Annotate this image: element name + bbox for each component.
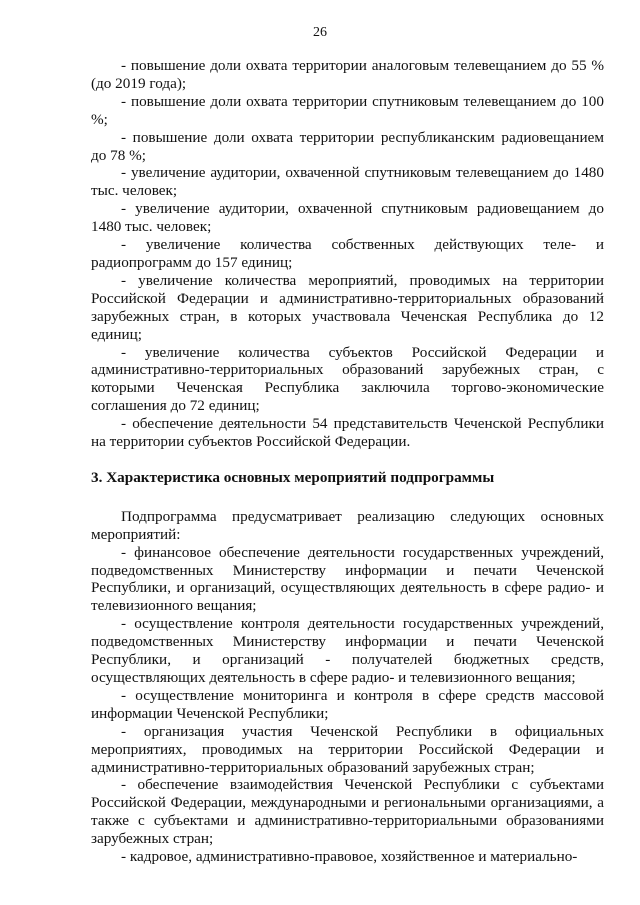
list-item: - увеличение аудитории, охваченной спутниковым радиовещанием до 1480 тыс. человек; [91,200,604,236]
section-heading: 3. Характеристика основных мероприятий подпрограммы [91,468,495,486]
list-item: - осуществление мониторинга и контроля в сфере средств массовой информации Чеченской Республики; [91,686,604,722]
section-intro: Подпрограмма предусматривает реализацию следующих основных мероприятий: [91,507,604,543]
list-item: - увеличение количества субъектов Российской Федерации и административно-территориальных образований зарубежных стран, с которыми Чеченская Республика заключила торгово-экономические соглашения до 72 единиц; [91,343,604,415]
list-item: - организация участия Чеченской Республики в официальных мероприятиях, проводимых на территории Российской Федерации и административно-территориальных образований зарубежных стран; [91,722,604,776]
list-item: - увеличение аудитории, охваченной спутниковым телевещанием до 1480 тыс. человек; [91,164,604,200]
list-item: - повышение доли охвата территории аналоговым телевещанием до 55 % (до 2019 года); [91,57,604,92]
page-number: 26 [313,25,327,40]
list-item: - обеспечение деятельности 54 представительств Чеченской Республики на территории субъектов Российской Федерации. [91,415,604,451]
list-item: - повышение доли охвата территории республиканским радиовещанием до 78 %; [91,128,604,164]
document-body [91,57,604,866]
list-item: - обеспечение взаимодействия Чеченской Республики с субъектами Российской Федерации, международными и региональными организациями, а также с субъектами и административно-территориальными образованиями зарубежных стран; [91,776,604,848]
list-item: - кадровое, административно-правовое, хозяйственное и материально- [121,848,578,866]
list-item: - осуществление контроля деятельности государственных учреждений, подведомственных Министерству информации и печати Чеченской Республики, и организаций - получателей бюджетных средств, осуществляющих деятельность в сфере радио- и телевизионного вещания; [91,615,604,686]
list-item: - повышение доли охвата территории спутниковым телевещанием до 100 %; [91,92,604,128]
list-item: - финансовое обеспечение деятельности государственных учреждений, подведомственных Министерству информации и печати Чеченской Республики, и организаций, осуществляющих деятельность в сфере радио- и телевизионного вещания; [91,543,604,615]
list-item: - увеличение количества собственных действующих теле- и радиопрограмм до 157 единиц; [91,236,604,271]
list-item: - увеличение количества мероприятий, проводимых на территории Российской Федерации и административно-территориальных образований зарубежных стран, в которых участвовала Чеченская Республика до 12 единиц; [91,271,604,343]
